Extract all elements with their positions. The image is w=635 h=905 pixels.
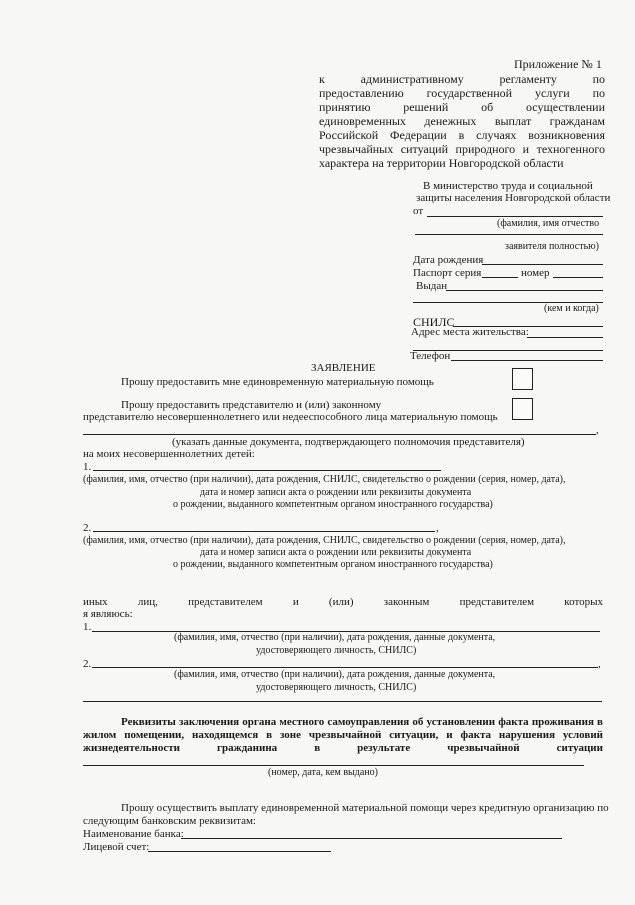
minors-intro: на моих несовершеннолетних детей: (83, 448, 255, 460)
fio-hint: (фамилия, имя отчество (497, 218, 600, 229)
rep-document-hint: (указать данные документа, подтверждающего полномочия представителя) (172, 436, 525, 448)
passport-series-field[interactable] (482, 277, 518, 278)
request-rep-checkbox[interactable] (512, 398, 533, 420)
passport-series-label: Паспорт серия (413, 267, 482, 279)
fio-hint-2: заявителя полностью) (505, 241, 599, 252)
address-field[interactable] (527, 337, 603, 338)
addressee-line1: В министерство труда и социальной (423, 180, 593, 192)
issued-label: Выдан (416, 280, 448, 292)
appendix-line: предоставлению государственной услуги по (319, 86, 605, 100)
child1-number: 1. (83, 461, 92, 473)
other1-number: 1. (83, 621, 92, 633)
other1-hint-2: удостоверяющего личность, СНИЛС) (256, 645, 417, 656)
appendix-line: чрезвычайных ситуаций природного и техногенного (319, 142, 605, 156)
issued-hint: (кем и когда) (544, 303, 599, 314)
conclusion-field[interactable] (83, 765, 584, 766)
passport-number-field[interactable] (553, 277, 603, 278)
comma: , (436, 522, 439, 534)
child1-hint-2: дата и номер записи акта о рождении или реквизиты документа (200, 487, 472, 498)
child2-field[interactable] (93, 531, 435, 532)
payment-line-1: Прошу осуществить выплату единовременной материальной помощи через кредитную организацию по (121, 802, 609, 814)
conclusion-word: гражданина (216, 742, 278, 754)
other2-hint-2: удостоверяющего личность, СНИЛС) (256, 682, 417, 693)
others-intro-line (83, 596, 603, 608)
child1-hint-3: о рождении, выданного компетентным органом иностранного государства) (173, 499, 493, 510)
appendix-line: характера на территории Новгородской области (319, 156, 564, 170)
phone-label: Телефон (410, 350, 451, 362)
bank-name-field[interactable] (181, 838, 562, 839)
rep-document-field[interactable] (83, 434, 596, 435)
request-rep-text-1: Прошу предоставить представителю и (или) законному (121, 399, 382, 411)
others-word: законным (383, 596, 430, 608)
conclusion-word: ситуации (556, 742, 603, 754)
conclusion-line-2: жилом помещении, находящемся в зоне чрезвычайной ситуации, и факта нарушения условий (83, 729, 603, 741)
child2-hint-3: о рождении, выданного компетентным органом иностранного государства) (173, 559, 493, 570)
comma: , (596, 424, 599, 436)
conclusion-line-3 (83, 742, 603, 754)
request-self-text: Прошу предоставить мне единовременную материальную помощь (121, 376, 434, 388)
comma: , (598, 658, 601, 670)
others-word: представителем (459, 596, 535, 608)
account-field[interactable] (148, 851, 331, 852)
others-word: которых (564, 596, 603, 608)
others-word: (или) (328, 596, 354, 608)
payment-line-2: следующим банковским реквизитам: (83, 815, 256, 827)
fio-field-2[interactable] (415, 234, 603, 235)
others-word: иных (83, 596, 108, 608)
phone-field[interactable] (451, 360, 603, 361)
child2-hint-1: (фамилия, имя, отчество (при наличии), дата рождения, СНИЛС, свидетельство о рождении (серия, номер, дата), (83, 535, 566, 546)
appendix-title: Приложение № 1 (514, 57, 602, 71)
from-label: от (413, 205, 424, 217)
conclusion-word: чрезвычайной (447, 742, 520, 754)
appendix-line: к административному регламенту по (319, 72, 605, 86)
conclusion-word: результате (357, 742, 411, 754)
appendix-line: принятию решений об осуществлении (319, 100, 605, 114)
others-word: лиц, (137, 596, 158, 608)
birth-date-label: Дата рождения (413, 254, 484, 266)
appendix-line: единовременных денежных выплат гражданам (319, 114, 605, 128)
addressee-line2: защиты населения Новгородской области (416, 192, 611, 204)
appendix-line: Российской Федерации в случаях возникновения (319, 128, 605, 142)
statement-title: ЗАЯВЛЕНИЕ (311, 362, 376, 374)
child1-hint-1: (фамилия, имя, отчество (при наличии), дата рождения, СНИЛС, свидетельство о рождении (серия, номер, дата), (83, 474, 566, 485)
conclusion-word: жизнедеятельности (83, 742, 180, 754)
other1-hint-1: (фамилия, имя, отчество (при наличии), дата рождения, данные документа, (174, 632, 496, 643)
address-label: Адрес места жительства: (411, 326, 529, 338)
account-label: Лицевой счет: (83, 841, 150, 853)
conclusion-word: в (314, 742, 321, 754)
others-intro-line2: я являюсь: (83, 608, 133, 620)
conclusion-hint: (номер, дата, кем выдано) (268, 767, 378, 778)
child1-field[interactable] (93, 470, 441, 471)
child2-number: 2. (83, 522, 92, 534)
request-rep-text-2: представителю несовершеннолетнего или недееспособного лица материальную помощь (83, 411, 498, 423)
conclusion-line-1: Реквизиты заключения органа местного самоуправления об установлении факта проживания в (121, 716, 603, 728)
others-word: и (292, 596, 299, 608)
others-word: представителем (188, 596, 263, 608)
birth-date-field[interactable] (482, 264, 603, 265)
snils-label: СНИЛС (413, 315, 455, 329)
request-self-checkbox[interactable] (512, 368, 533, 390)
other2-hint-1: (фамилия, имя, отчество (при наличии), дата рождения, данные документа, (174, 669, 496, 680)
child2-hint-2: дата и номер записи акта о рождении или реквизиты документа (200, 547, 472, 558)
passport-number-label: номер (521, 267, 550, 279)
bank-name-label: Наименование банка: (83, 828, 184, 840)
from-field[interactable] (427, 216, 603, 217)
issued-field[interactable] (446, 290, 603, 291)
other2-field[interactable] (92, 667, 598, 668)
other2-number: 2. (83, 658, 92, 670)
other-extra-line[interactable] (83, 701, 602, 702)
